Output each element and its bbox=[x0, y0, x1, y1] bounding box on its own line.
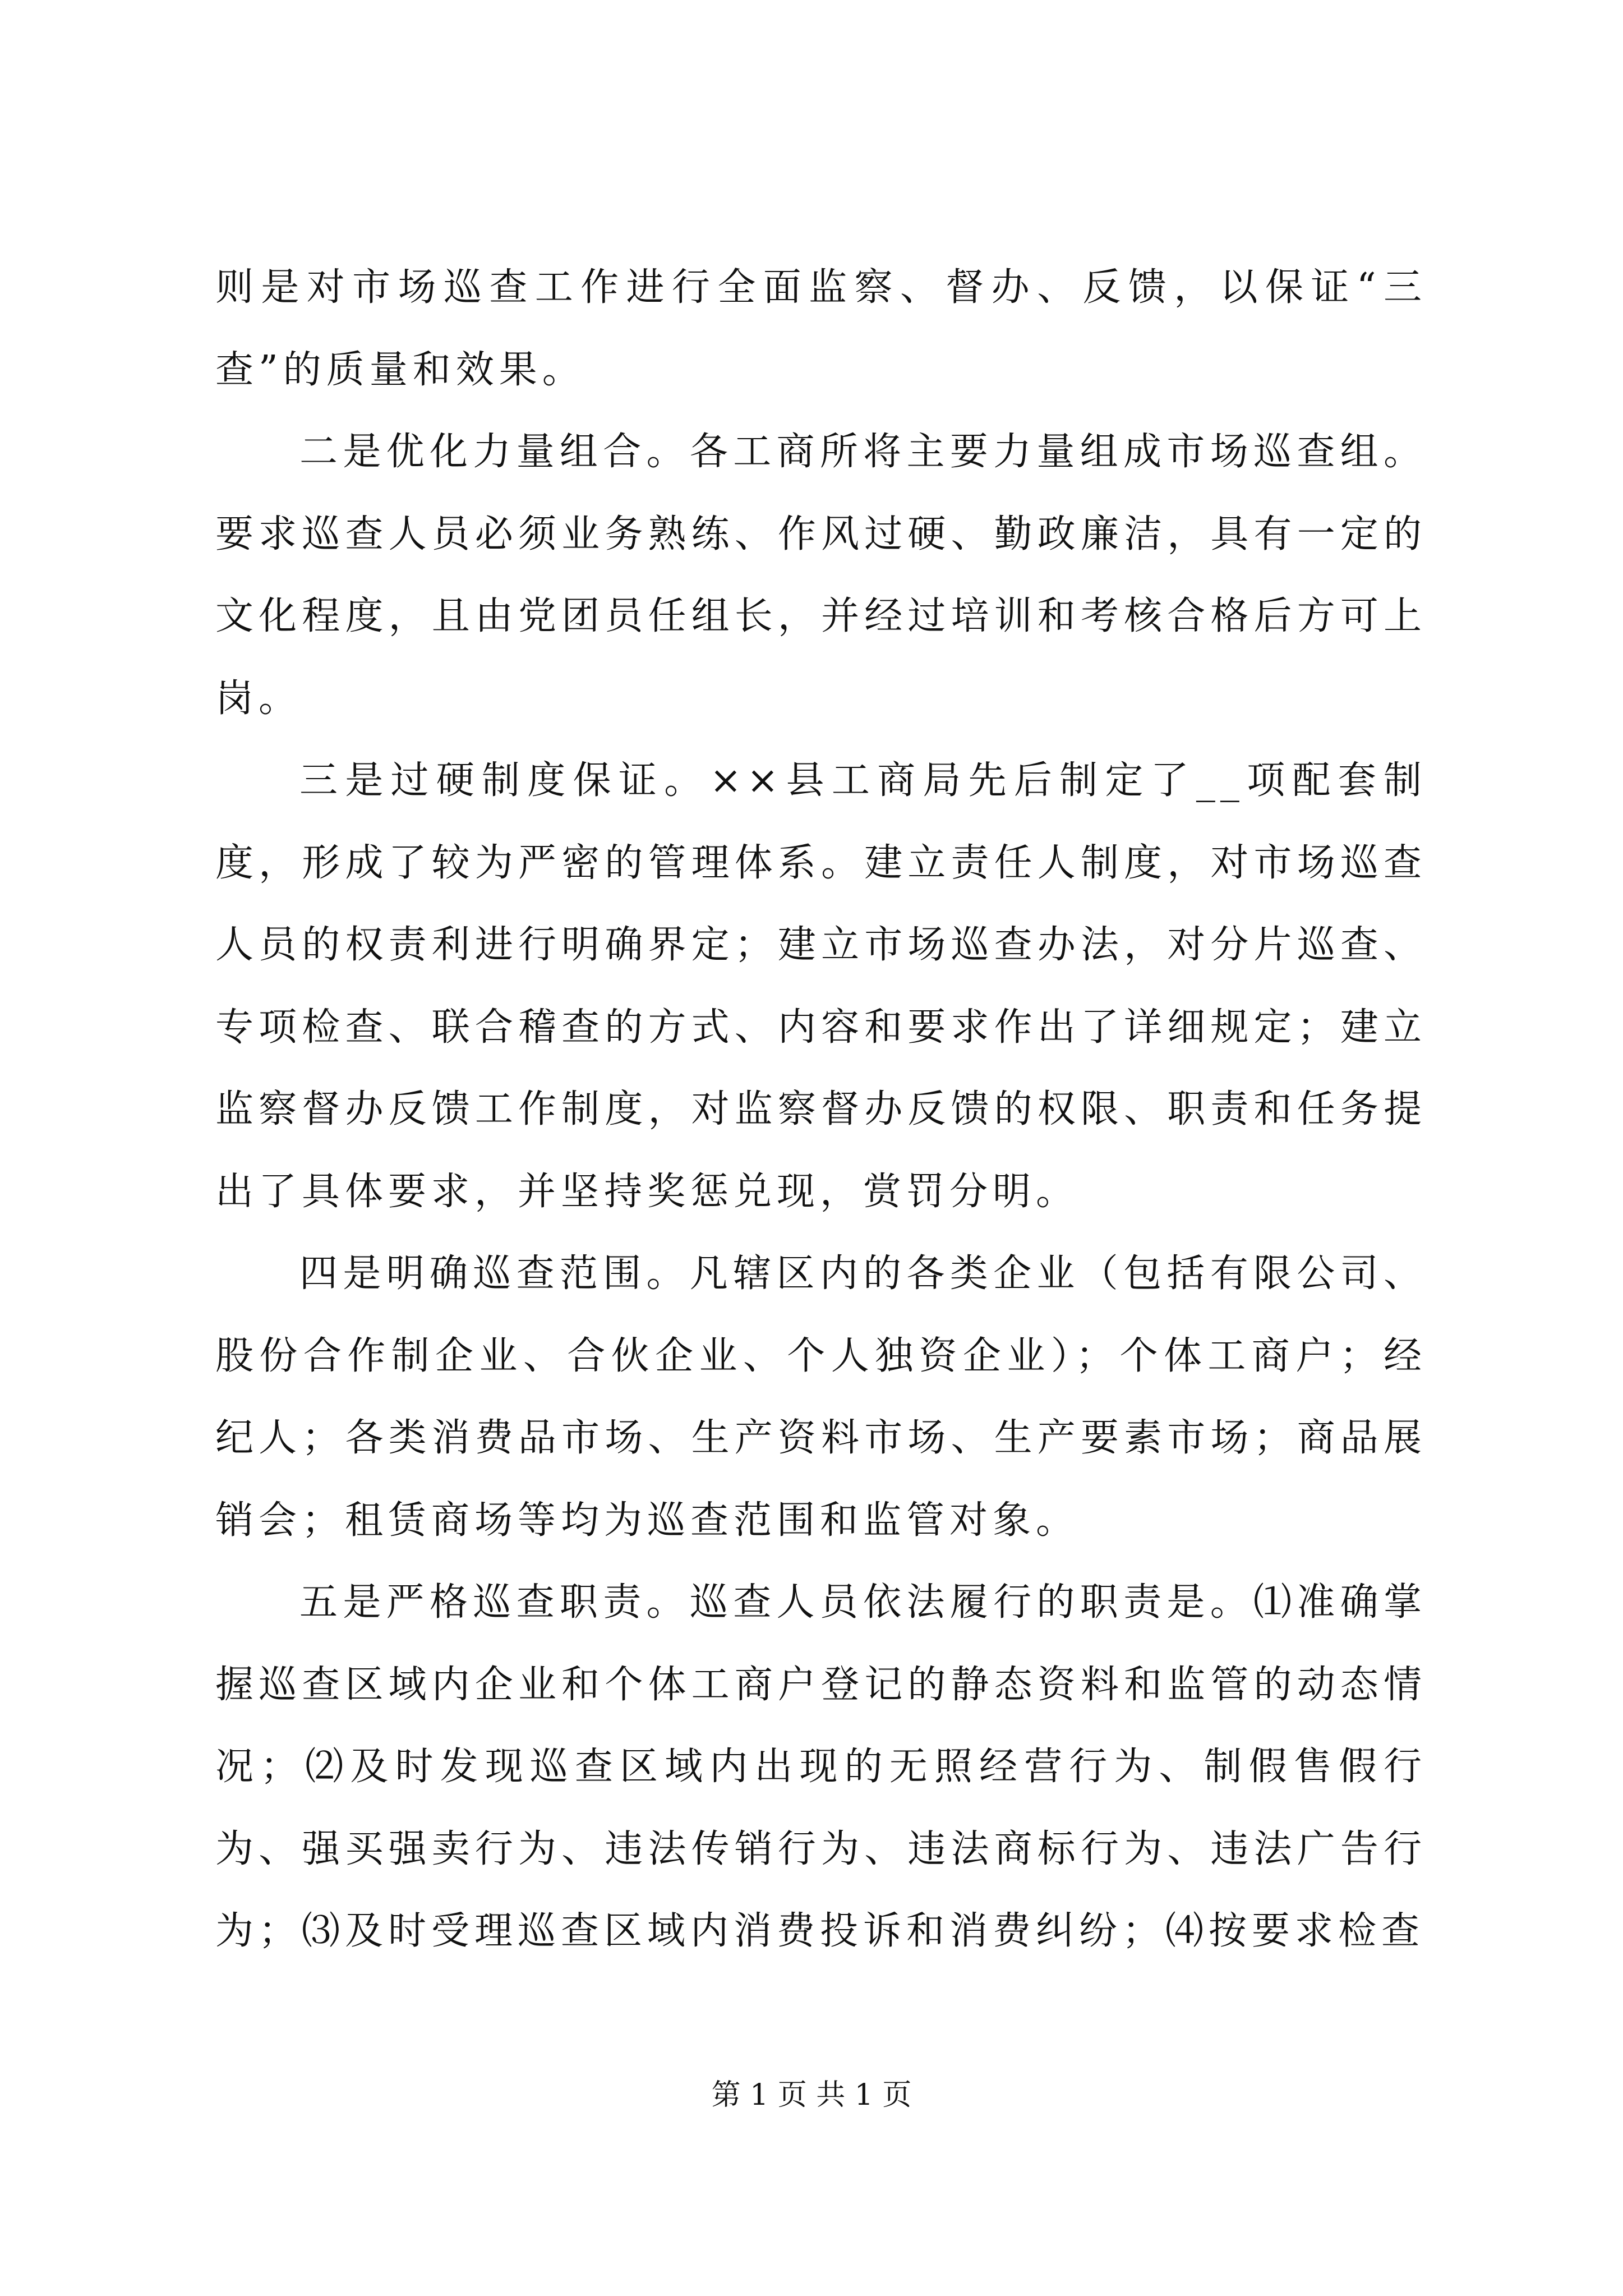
paragraph-2: 二是优化力量组合。各工商所将主要力量组成市场巡查组。要求巡查人员必须业务熟练、作风过硬、勤政廉洁，具有一定的文化程度，且由党团员任组长，并经过培训和考核合格后方可上岗。 bbox=[215, 430, 1427, 721]
paragraph-3: 三是过硬制度保证。××县工商局先后制定了__项配套制度，形成了较为严密的管理体系。建立责任人制度，对市场巡查人员的权责利进行明确界定；建立市场巡查办法，对分片巡查、专项检查、联合稽查的方式、内容和要求作出了详细规定；建立监察督办反馈工作制度，对监察督办反馈的权限、职责和任务提出了具体要求，并坚持奖惩兑现，赏罚分明。 bbox=[215, 758, 1427, 1214]
paragraph-1: 则是对市场巡查工作进行全面监察、督办、反馈，以保证“三查”的质量和效果。 bbox=[215, 265, 1427, 392]
page-footer: 第 1 页 共 1 页 bbox=[711, 2078, 912, 2112]
paragraph-5: 五是严格巡查职责。巡查人员依法履行的职责是。⑴准确掌握巡查区域内企业和个体工商户登记的静态资料和监管的动态情况；⑵及时发现巡查区域内出现的无照经营行为、制假售假行为、强买强卖行为、违法传销行为、违法商标行为、违法广告行为；⑶及时受理巡查区域内消费投诉和消费纠纷；⑷按要求检查 bbox=[215, 1580, 1427, 1953]
paragraph-4: 四是明确巡查范围。凡辖区内的各类企业（包括有限公司、股份合作制企业、合伙企业、个人独资企业）；个体工商户；经纪人；各类消费品市场、生产资料市场、生产要素市场；商品展销会；租赁商场等均为巡查范围和监管对象。 bbox=[215, 1251, 1427, 1543]
document-body bbox=[215, 247, 1427, 1973]
